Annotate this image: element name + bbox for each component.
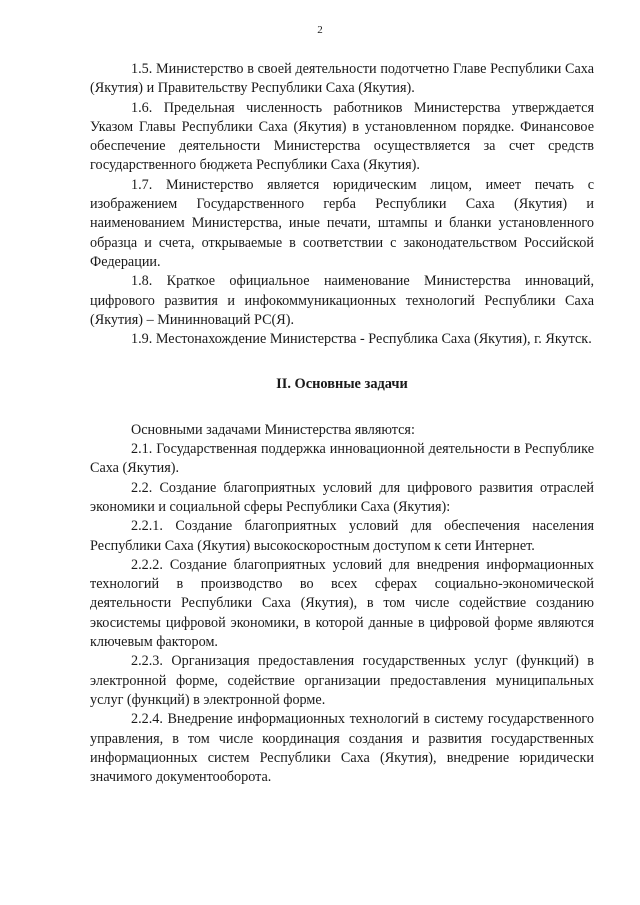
- paragraph-2-2-2: 2.2.2. Создание благоприятных условий для внедрения информационных технологий в производство во всех сферах социально-экономической деятельности Республики Саха (Якутия), в том числе содействие созданию экосистемы цифровой экономики, в которой данные в цифровой форме являются ключевым фактором.: [90, 556, 594, 651]
- paragraph-2-2-4: 2.2.4. Внедрение информационных технологий в систему государственного управления, в том числе координация создания и развития государственных информационных систем Республики Саха (Якутия), внедрение юридически значимого документооборота.: [90, 711, 594, 786]
- paragraph-1-9: 1.9. Местонахождение Министерства - Республика Саха (Якутия), г. Якутск.: [131, 331, 592, 348]
- paragraph-1-7: 1.7. Министерство является юридическим лицом, имеет печать с изображением Государственного герба Республики Саха (Якутия) и наименованием Министерства, иные печати, штампы и бланки установленного образца и счета, открываемые в соответствии с законодательством Российской Федерации.: [90, 176, 594, 270]
- paragraph-1-8: 1.8. Краткое официальное наименование Министерства инноваций, цифрового развития и инфокоммуникационных технологий Республики Саха (Якутия) – Мининноваций РС(Я).: [90, 273, 594, 328]
- section-heading: II. Основные задачи: [276, 376, 408, 393]
- document-body: [90, 60, 594, 787]
- paragraph-2-2-1: 2.2.1. Создание благоприятных условий для обеспечения населения Республики Саха (Якутия) высокоскоростным доступом к сети Интернет.: [90, 518, 594, 554]
- paragraph-2-2-3: 2.2.3. Организация предоставления государственных услуг (функций) в электронной форме, содействие организации предоставления муниципальных услуг (функций) в электронной форме.: [90, 653, 594, 708]
- paragraph-intro: Основными задачами Министерства являются:: [131, 421, 415, 438]
- paragraph-2-1: 2.1. Государственная поддержка инновационной деятельности в Республике Саха (Якутия).: [90, 441, 594, 477]
- paragraph-2-2: 2.2. Создание благоприятных условий для цифрового развития отраслей экономики и социальной сферы Республики Саха (Якутия):: [90, 479, 594, 515]
- paragraph-1-5: 1.5. Министерство в своей деятельности подотчетно Главе Республики Саха (Якутия) и Правительству Республики Саха (Якутия).: [90, 61, 594, 97]
- page-number: 2: [317, 24, 323, 36]
- paragraph-1-6: 1.6. Предельная численность работников Министерства утверждается Указом Главы Республики Саха (Якутия) в установленном порядке. Финансовое обеспечение деятельности Министерства осуществляется за счет средств государственного бюджета Республики Саха (Якутия).: [90, 99, 594, 174]
